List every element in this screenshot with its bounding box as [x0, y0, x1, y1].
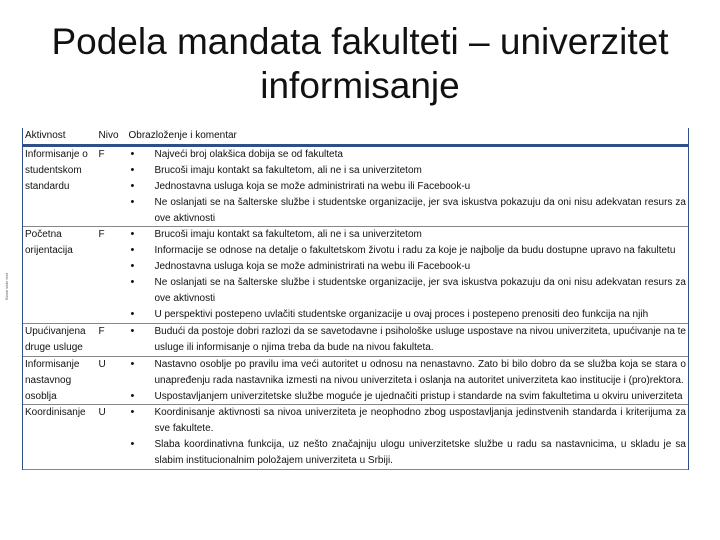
- table-header-row: [23, 128, 689, 145]
- comment-list: [129, 405, 687, 469]
- level-cell: F: [98, 229, 105, 241]
- slide-title-line-2: informisanje: [260, 65, 460, 106]
- activity-cell: Informisanje nastavnog osoblja: [23, 356, 97, 405]
- comment-item: • Jednostavna usluga koja se može administrirati na webu ili Facebook-u: [129, 179, 687, 195]
- mandate-table: [22, 128, 689, 470]
- header-activity: Aktivnost: [23, 128, 97, 145]
- comment-item: • Koordinisanje aktivnosti sa nivoa univerziteta je neophodno zbog uspostavljanja jedinstvenih standarda i kriterijuma za sve fakultete.: [129, 405, 687, 437]
- comment-item: • Nastavno osoblje po pravilu ima veći autoritet u odnosu na nenastavno. Zato bi bilo dobro da se služba koja se stara o unapređenju rada nastavnika izmesti na nivou univerziteta i oslanja na autoritet univerziteta kao institucije i (pro)rektora.: [129, 357, 687, 389]
- table-row: [23, 145, 689, 227]
- header-level: Nivo: [97, 128, 127, 145]
- comment-cell: [127, 323, 689, 356]
- level-cell: U: [98, 358, 106, 370]
- level-cell: F: [98, 148, 105, 160]
- level-cell: F: [98, 325, 105, 337]
- header-comment: Obrazloženje i komentar: [127, 128, 689, 145]
- activity-cell: Informisanje o studentskom standardu: [23, 145, 97, 227]
- comment-cell: [127, 227, 689, 323]
- comment-cell: [127, 145, 689, 227]
- comment-item: • Ne oslanjati se na šalterske službe i studentske organizacije, jer sva iskustva pokazuju da oni nisu adekvatan resurs za ove aktivnosti: [129, 275, 687, 307]
- table-body: [23, 145, 689, 469]
- slide-title-line-1: Podela mandata fakulteti – univerzitet: [51, 21, 669, 62]
- comment-list: [129, 227, 687, 322]
- level-cell: U: [98, 407, 106, 419]
- comment-list: [129, 324, 687, 356]
- activity-cell: Koordinisanje: [23, 405, 97, 470]
- table-row: [23, 405, 689, 470]
- comment-item: • Uspostavljanjem univerzitetske službe moguće je ujednačiti pristup i standarde na svim fakultetima u okviru univerziteta: [129, 389, 687, 405]
- side-watermark: Blank slide text: [4, 273, 9, 300]
- comment-item: • Slaba koordinativna funkcija, uz nešto značajniju ulogu univerzitetske službe u radu sa nastavnicima, u skladu je sa slabim institucionalnim položajem univerziteta u Srbiji.: [129, 437, 687, 469]
- comment-item: • U perspektivi postepeno uvlačiti studentske organizacije u ovaj proces i postepeno prenositi deo funkcija na njih: [129, 307, 687, 323]
- comment-item: • Informacije se odnose na detalje o fakultetskom životu i radu za koje je najbolje da budu dostupne upravo na fakultetu: [129, 243, 687, 259]
- activity-cell: Upućivanjena druge usluge: [23, 323, 97, 356]
- comment-list: [129, 147, 687, 227]
- table-row: [23, 227, 689, 323]
- comment-item: • Ne oslanjati se na šalterske službe i studentske organizacije, jer sva iskustva pokazuju da oni nisu adekvatan resurs za ove aktivnosti: [129, 195, 687, 227]
- comment-item: • Budući da postoje dobri razlozi da se savetodavne i psihološke usluge uspostave na nivou univerziteta, upućivanje na te usluge ili informisanje o njima treba da bude na nivou fakulteta.: [129, 324, 687, 356]
- comment-item: • Brucoši imaju kontakt sa fakultetom, ali ne i sa univerzitetom: [129, 227, 687, 243]
- comment-cell: [127, 405, 689, 470]
- comment-cell: [127, 356, 689, 405]
- comment-list: [129, 357, 687, 405]
- activity-cell: Početna orijentacija: [23, 227, 97, 323]
- comment-item: • Jednostavna usluga koja se može administrirati na webu ili Facebook-u: [129, 259, 687, 275]
- comment-item: • Brucoši imaju kontakt sa fakultetom, ali ne i sa univerzitetom: [129, 163, 687, 179]
- slide-title: [0, 20, 720, 108]
- table-row: [23, 356, 689, 405]
- comment-item: • Najveći broj olakšica dobija se od fakulteta: [129, 147, 687, 163]
- table-row: [23, 323, 689, 356]
